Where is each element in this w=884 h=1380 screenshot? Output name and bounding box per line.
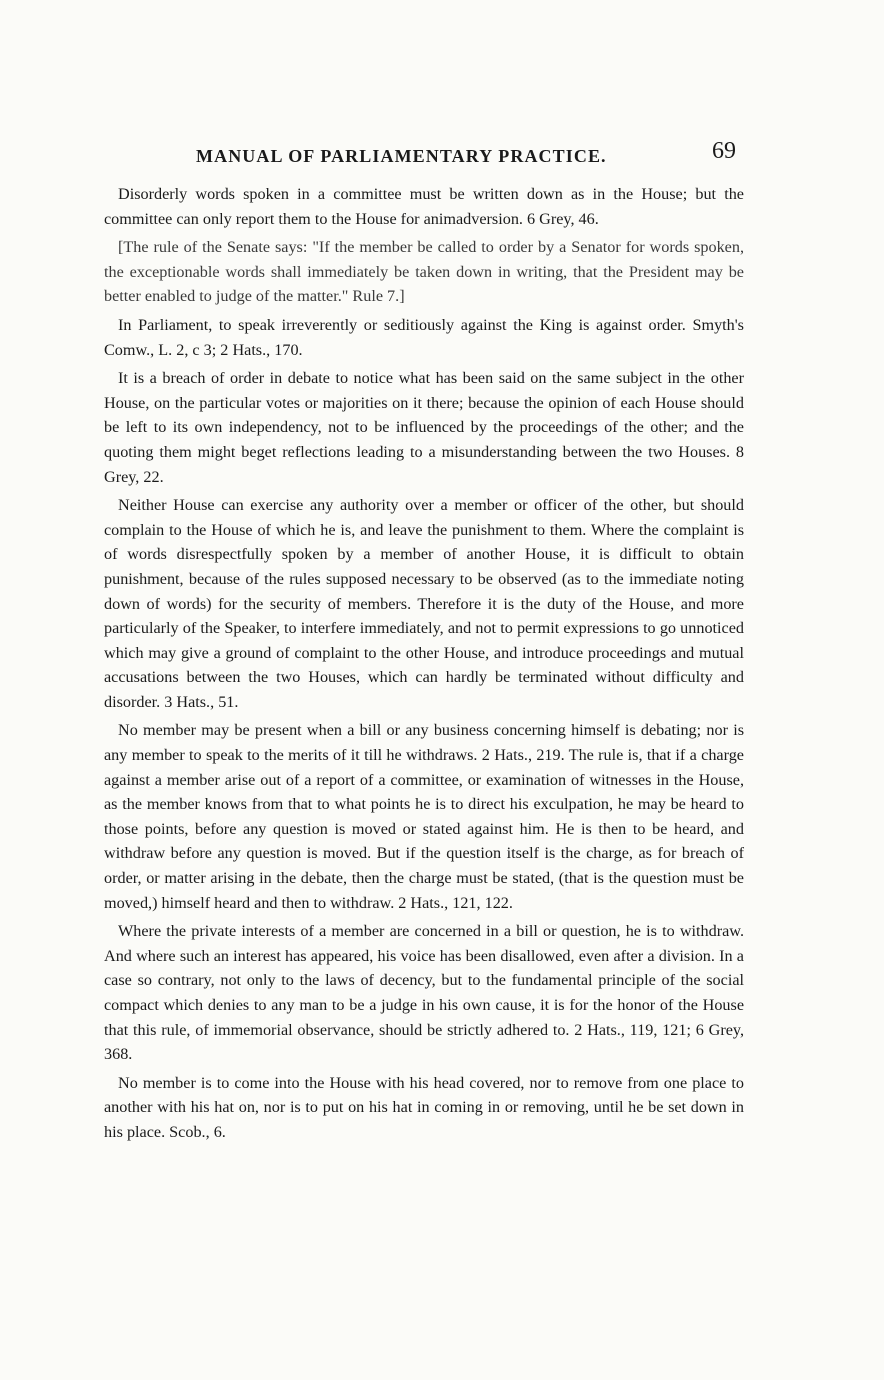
paragraph-committee-words: Disorderly words spoken in a committee must be written down as in the House; but the committee can only report them to the House for animadversion. 6 Grey, 46. xyxy=(104,185,744,228)
page-number: 69 xyxy=(712,138,736,164)
paragraph-head-covered: No member is to come into the House with his head covered, nor to remove from one place to another with his hat on, nor is to put on his hat in coming in or removing, until he be set down in his place. Scob., 6. xyxy=(104,1073,744,1141)
book-page xyxy=(104,138,744,1149)
paragraph-private-interests: Where the private interests of a member are concerned in a bill or question, he is to withdraw. And where such an interest has appeared, his voice has been disallowed, even after a division. In a case so contrary, not only to the laws of decency, but to the fundamental principle of the social compact which denies to any man to be a judge in his own cause, it is for the honor of the House that this rule, of immemorial observance, should be strictly adhered to. 2 Hats., 119, 121; 6 Grey, 368. xyxy=(104,922,744,1064)
paragraph-other-house-debate: It is a breach of order in debate to notice what has been said on the same subject in the other House, on the particular votes or majorities on it there; because the opinion of each House should be left to its own independency, not to be influenced by the proceedings of the other; and the quoting them might beget reflections leading to a misunderstanding between the two Houses. 8 Grey, 22. xyxy=(104,369,744,486)
paragraph-authority-other-house: Neither House can exercise any authority over a member or officer of the other, but should complain to the House of which he is, and leave the punishment to them. Where the complaint is of words disrespectfully spoken by a member of another House, it is difficult to obtain punishment, because of the rules supposed necessary to be observed (as to the immediate noting down of words) for the security of members. Therefore it is the duty of the House, and more particularly of the Speaker, to interfere immediately, and not to permit expressions to go unnoticed which may give a ground of complaint to the other House, and introduce proceedings and mutual accusations between the two Houses, which can hardly be terminated without difficulty and disorder. 3 Hats., 51. xyxy=(104,496,744,711)
running-head: MANUAL OF PARLIAMENTARY PRACTICE. xyxy=(196,146,607,166)
paragraph-senate-rule: [The rule of the Senate says: "If the member be called to order by a Senator for words spoken, the exceptionable words shall immediately be taken down in writing, that the President may be better enabled to judge of the matter." Rule 7.] xyxy=(104,238,744,306)
page-header xyxy=(104,138,744,172)
paragraph-member-withdraws: No member may be present when a bill or any business concerning himself is debating; nor is any member to speak to the merits of it till he withdraws. 2 Hats., 219. The rule is, that if a charge against a member arise out of a report of a committee, or examination of witnesses in the House, as the member knows from that to what points he is to direct his exculpation, he may be heard to those points, before any question is moved or stated against him. He is then to be heard, and withdraw before any question is moved. But if the question itself is the charge, as for breach of order, or matter arising in the debate, then the charge must be stated, (that is the question must be moved,) himself heard and then to withdraw. 2 Hats., 121, 122. xyxy=(104,721,744,912)
paragraph-parliament-king: In Parliament, to speak irreverently or seditiously against the King is against order. Smyth's Comw., L. 2, c 3; 2 Hats., 170. xyxy=(104,315,744,359)
